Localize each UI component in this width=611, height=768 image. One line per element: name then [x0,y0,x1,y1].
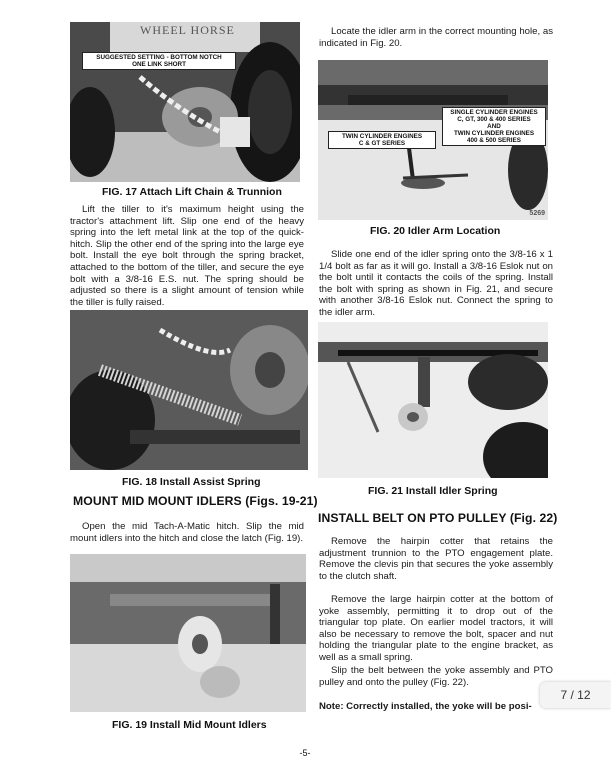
paragraph-mount-mid: Open the mid Tach-A-Matic hitch. Slip the mid mount idlers into the hitch and close the latch (Fig. 19). [70,521,304,544]
fig18-illustration [70,310,308,470]
fig20-caption: FIG. 20 Idler Arm Location [370,225,501,237]
paragraph-lift-tiller: Lift the tiller to it's maximum height using the tractor's attachment lift. Slip one end of the heavy spring into the left metal link at the top of the quick-hitch. Slip the other end of the spring into the large eye bolt. Install the eye bolt through the spring bracket, attached to the bottom of the tiller, and secure the eye bolt with a 3/8-16 E.S. nut. The spring should be adjusted so there is a slight amount of tension while the tiller is fully raised. [70,204,304,308]
fig19-photo [70,554,306,712]
paragraph-belt-1: Remove the hairpin cotter that retains the adjustment trunnion to the PTO engagement plate. Remove the clevis pin that secures the yoke assembly to the clutch shaft. [319,536,553,582]
fig21-illustration [318,322,548,478]
fig17-illustration [70,22,300,182]
paragraph-idler-locate: Locate the idler arm in the correct mounting hole, as indicated in Fig. 20. [319,26,553,49]
fig17-brand-text: WHEEL HORSE [140,23,235,37]
fig19-illustration [70,554,306,712]
fig17-photo [70,22,300,182]
fig21-photo [318,322,548,478]
fig17-callout: SUGGESTED SETTING - BOTTOM NOTCH ONE LINK SHORT [82,52,236,70]
fig20-photo [318,60,548,220]
fig20-callout-single: SINGLE CYLINDER ENGINES C, GT, 300 & 400 SERIES AND TWIN CYLINDER ENGINES 400 & 500 SERIES [442,107,546,146]
fig18-photo [70,310,308,470]
page-indicator[interactable]: 7 / 12 [540,682,611,708]
fig20-callout-twin: TWIN CYLINDER ENGINES C & GT SERIES [328,131,436,149]
fig20-corner-code: 5269 [529,210,545,217]
fig19-caption: FIG. 19 Install Mid Mount Idlers [112,719,267,731]
heading-mount-mid-idlers: MOUNT MID MOUNT IDLERS (Figs. 19-21) [73,494,318,508]
paragraph-belt-2: Remove the large hairpin cotter at the bottom of yoke assembly, permitting it to drop out of the triangular top plate. On earlier model tractors, it will also be necessary to remove the bolt, spacer and nut holding the triangular plate to the engine bracket, as well as a small spring. [319,594,553,663]
paragraph-belt-3: Slip the belt between the yoke assembly and PTO pulley and onto the pulley (Fig. 22). [319,665,553,688]
note-text: Note: Correctly installed, the yoke will be posi- [319,701,532,712]
fig18-caption: FIG. 18 Install Assist Spring [122,476,261,488]
page-number: -5- [299,748,311,758]
fig21-caption: FIG. 21 Install Idler Spring [368,485,498,497]
fig17-caption: FIG. 17 Attach Lift Chain & Trunnion [102,186,282,198]
paragraph-idler-spring: Slide one end of the idler spring onto the 3/8-16 x 1 1/4 bolt as far as it will go. Install a 3/8-16 Eslok nut on the bolt until it contacts the coils of the spring. Install the bolt with spring as shown in Fig. 21, and secure with another 3/8-16 Eslok nut. Connect the spring to the idler arm. [319,249,553,318]
heading-install-belt: INSTALL BELT ON PTO PULLEY (Fig. 22) [318,511,558,525]
